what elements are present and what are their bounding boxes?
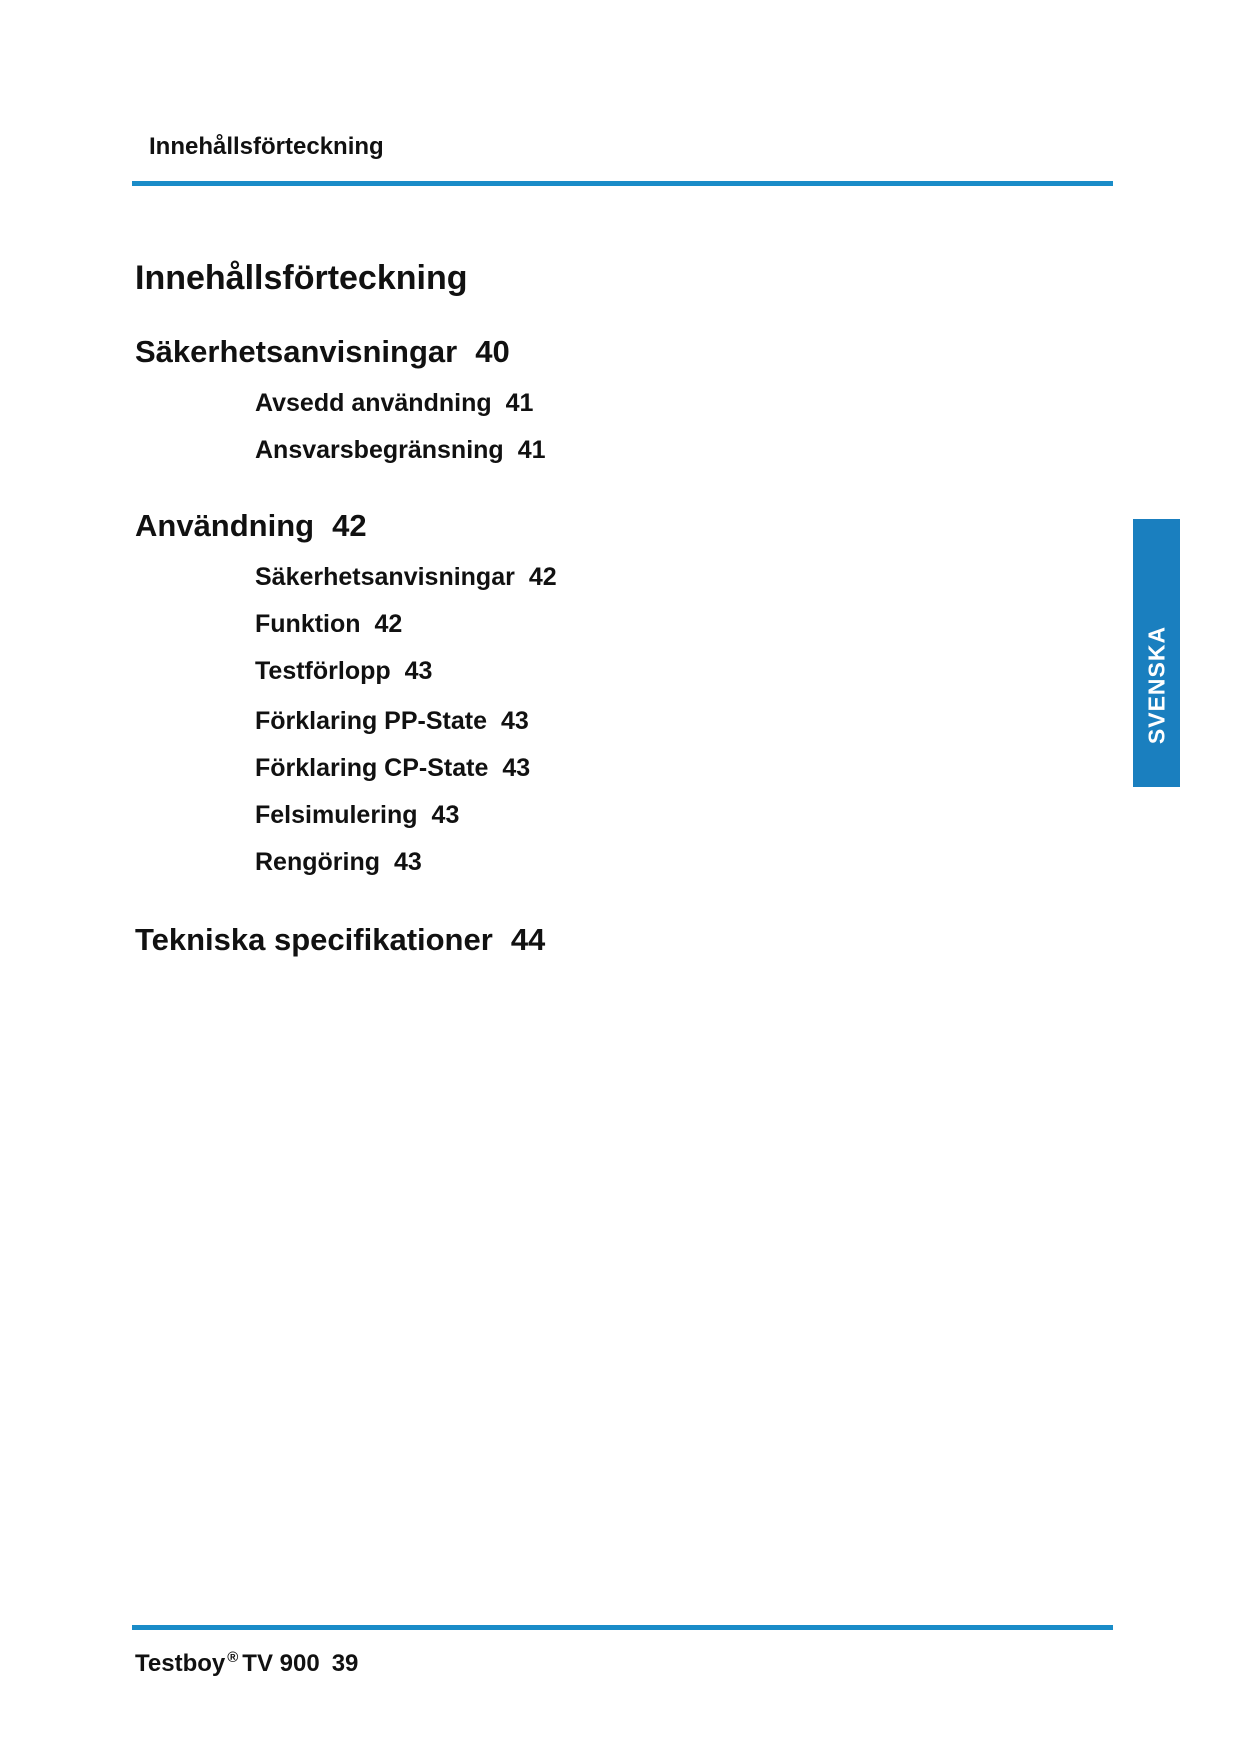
toc-item-label: Testförlopp <box>255 657 391 685</box>
toc-section-label: Tekniska specifikationer <box>135 922 493 957</box>
registered-mark: ® <box>227 1649 239 1666</box>
toc-item-avsedd-anvandning[interactable] <box>255 388 533 418</box>
toc-item-label: Avsedd användning <box>255 389 492 417</box>
toc-item-label: Förklaring CP-State <box>255 754 489 782</box>
toc-page-number: 42 <box>528 563 557 591</box>
toc-item-label: Förklaring PP-State <box>255 707 487 735</box>
toc-item-testforlopp[interactable] <box>255 656 432 686</box>
toc-page-number: 40 <box>475 334 510 369</box>
toc-section-label: Användning <box>135 508 315 543</box>
toc-item-label: Ansvarsbegränsning <box>255 436 504 464</box>
toc-section-anvandning[interactable] <box>135 508 367 544</box>
toc-title: Innehållsförteckning <box>135 259 468 297</box>
toc-item-label: Funktion <box>255 610 361 638</box>
toc-item-forklaring-cp-state[interactable] <box>255 753 530 783</box>
toc-page-number: 43 <box>431 801 460 829</box>
toc-page-number: 43 <box>501 707 529 735</box>
footer-page-number: 39 <box>331 1650 359 1677</box>
footer-brand: Testboy <box>135 1650 226 1677</box>
toc-page-number: 42 <box>374 610 403 638</box>
toc-item-rengoring[interactable] <box>255 847 422 877</box>
toc-item-funktion[interactable] <box>255 609 402 639</box>
toc-section-label: Säkerhetsanvisningar <box>135 334 458 369</box>
toc-item-label: Rengöring <box>255 848 380 876</box>
toc-page-number: 44 <box>510 922 546 957</box>
toc-item-ansvarsbegransning[interactable] <box>255 435 546 465</box>
toc-page-number: 42 <box>332 508 367 543</box>
language-side-tab <box>1133 519 1180 787</box>
toc-section-tekniska-specifikationer[interactable] <box>135 922 545 958</box>
toc-item-label: Säkerhetsanvisningar <box>255 563 515 591</box>
footer-rule <box>132 1625 1113 1630</box>
footer <box>135 1643 358 1679</box>
language-tab-label: SVENSKA <box>1143 626 1169 745</box>
toc-section-sakerhetsanvisningar[interactable] <box>135 334 510 370</box>
toc-page-number: 43 <box>394 848 422 876</box>
footer-model: TV 900 <box>242 1650 320 1677</box>
header-rule <box>132 181 1113 186</box>
toc-page-number: 41 <box>517 436 546 464</box>
toc-page-number: 41 <box>505 389 534 417</box>
toc-item-sakerhetsanvisningar[interactable] <box>255 562 557 592</box>
toc-item-forklaring-pp-state[interactable] <box>255 706 529 736</box>
toc-page-number: 43 <box>502 754 531 782</box>
running-header: Innehållsförteckning <box>149 133 384 160</box>
toc-item-felsimulering[interactable] <box>255 800 459 830</box>
toc-page-number: 43 <box>404 657 433 685</box>
toc-item-label: Felsimulering <box>255 801 418 829</box>
